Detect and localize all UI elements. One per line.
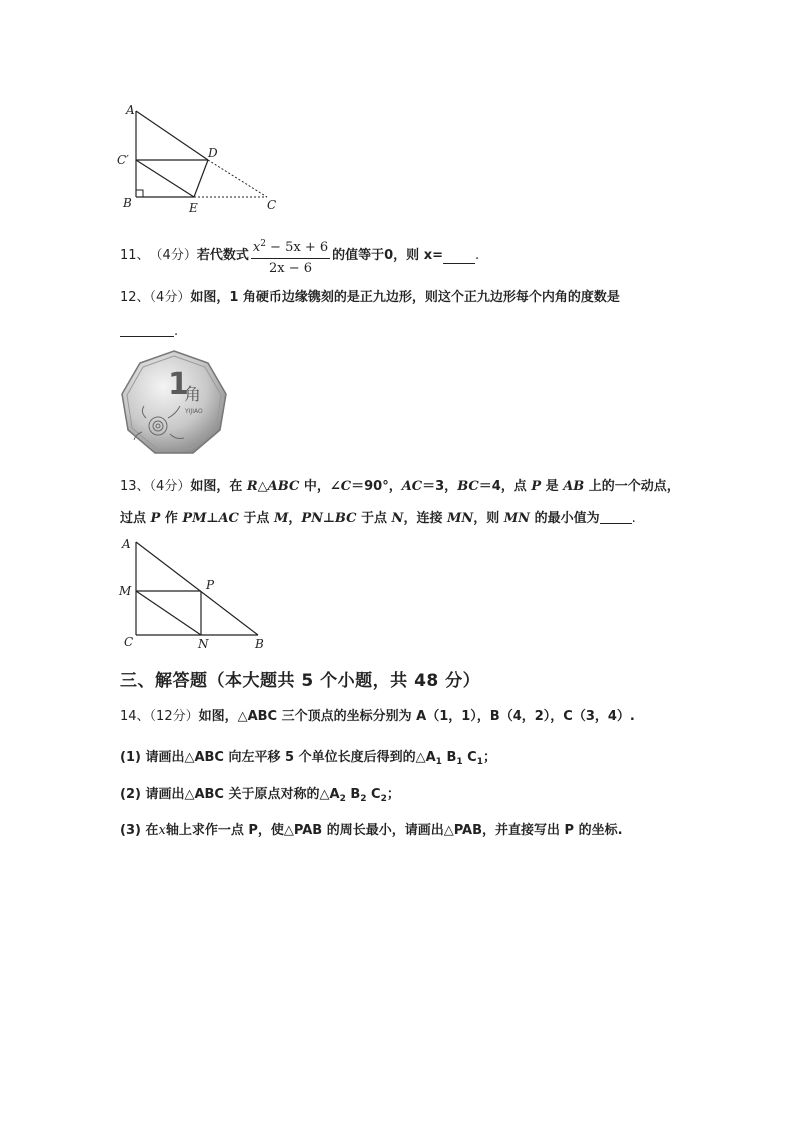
question-14	[120, 708, 635, 726]
label-b: B	[123, 196, 132, 210]
question-13-line-2: 过点 P 作 PM⊥AC 于点 M，PN⊥BC 于点 N，连接 MN，则 MN 的最小值为 .	[120, 511, 636, 526]
coin-pinyin: YIJIAO	[185, 408, 203, 415]
question-score: （4分）	[149, 248, 197, 263]
answer-blank[interactable]	[120, 322, 174, 337]
coin-denomination-char: 角	[184, 385, 201, 405]
question-text: 若代数式	[196, 248, 249, 263]
question-text: 如图，1 角硬币边缘镌刻的是正九边形，则这个正九边形每个内角的度数是	[190, 290, 620, 305]
question-text: 如图，△ABC 三个顶点的坐标分别为 A（1，1），B（4，2），C（3，4）.	[198, 709, 635, 724]
question-14-part-2: (2) 请画出△ABC 关于原点对称的$\triangle A_2$ $B_2$ $C_2$；	[120, 787, 400, 804]
answer-blank[interactable]	[443, 249, 475, 264]
question-score: （12分）	[149, 709, 199, 724]
coin-image	[118, 348, 230, 460]
segment-de	[194, 160, 208, 197]
answer-blank[interactable]	[600, 509, 632, 524]
question-14-part-1: (1) 请画出△ABC 向左平移 5 个单位长度后得到的$\triangle A_1$ $B_1$ $C_1$；	[120, 750, 496, 767]
question-number: 11、	[120, 248, 150, 263]
question-12	[120, 289, 620, 307]
question-number: 13、	[120, 479, 150, 494]
question-score: （4分）	[149, 479, 191, 494]
question-13-line-1: 13、（4分）如图，在 R△ABC 中，∠C＝90°，AC＝3，BC＝4，点 P 是 AB 上的一个动点，	[120, 479, 680, 494]
right-angle-mark	[136, 190, 143, 197]
question-end: .	[631, 511, 636, 526]
question-11	[120, 238, 479, 274]
segment-cprime-e	[136, 160, 194, 197]
question-14-part-3: (3) 在x轴上求作一点 P，使△PAB 的周长最小，请画出△PAB，并直接写出 P 的坐标.	[120, 823, 623, 838]
coin-denomination-digit: 1	[168, 367, 189, 402]
label-m: M	[119, 584, 132, 598]
label-d: D	[208, 146, 218, 160]
fraction-denominator: 2x − 6	[268, 260, 312, 276]
segment-ac	[136, 111, 208, 160]
label-a: A	[122, 537, 131, 551]
label-c: C	[124, 635, 134, 649]
label-p: P	[206, 578, 215, 592]
label-c-prime: C′	[117, 153, 129, 167]
segment-mn	[136, 591, 201, 635]
question-number: 12、	[120, 290, 150, 305]
question-end: .	[474, 248, 480, 263]
label-a: A	[126, 103, 135, 117]
segment-dc-dashed	[208, 160, 267, 197]
question-text-suffix: 的值等于0，则 x=	[332, 248, 443, 263]
question-12-answer-line	[120, 322, 178, 341]
label-c: C	[267, 198, 277, 212]
question-end: .	[174, 324, 179, 339]
question-number: 14、	[120, 709, 150, 724]
label-e: E	[189, 201, 198, 215]
fraction-numerator: $x^2 - 5x + 6$	[251, 235, 330, 259]
segment-ab	[136, 542, 258, 635]
label-b: B	[255, 637, 264, 651]
label-n: N	[198, 637, 209, 651]
question-score: （4分）	[149, 290, 191, 305]
fraction-expression	[251, 235, 330, 278]
figure-right-triangle-mn	[112, 533, 272, 655]
section-heading: 三、解答题（本大题共 5 个小题，共 48 分）	[120, 671, 481, 691]
figure-triangle-fold	[112, 100, 287, 215]
